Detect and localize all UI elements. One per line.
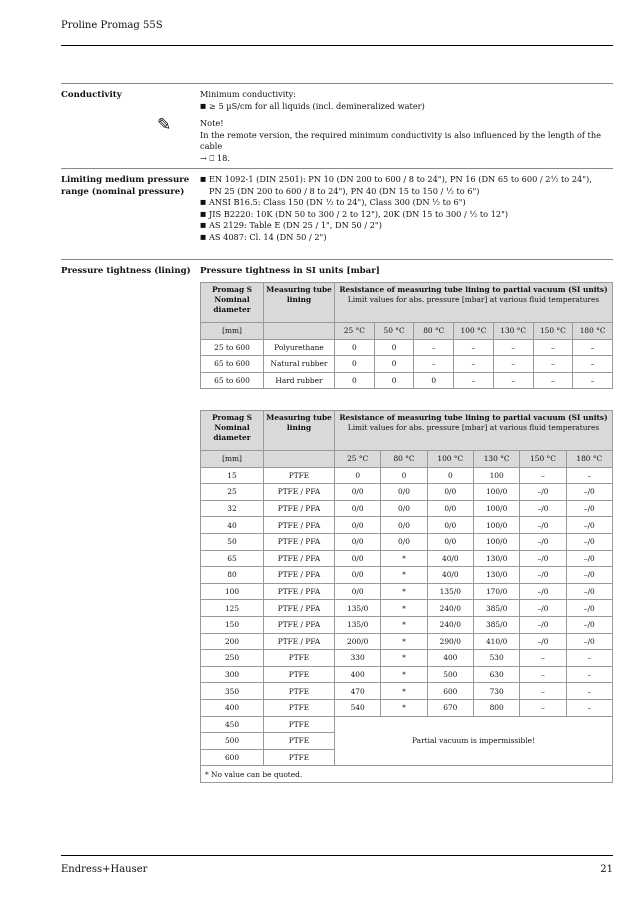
- table-cell: 130/0: [473, 550, 519, 567]
- table-cell: 150: [201, 616, 264, 633]
- table-cell: 0/0: [427, 533, 473, 550]
- table-cell: 40/0: [427, 550, 473, 567]
- page-number: 21: [600, 864, 613, 875]
- table-row: [201, 567, 613, 584]
- table-cell: 40: [201, 517, 264, 534]
- table-cell: 670: [427, 699, 473, 716]
- table-cell: –/0: [520, 583, 566, 600]
- pressure-item: ■ EN 1092-1 (DIN 2501): PN 10 (DN 200 to 600 / 8 to 24"), PN 16 (DN 65 to 600 / 2½ to 24"),: [200, 174, 613, 186]
- pressure-item-cont: PN 25 (DN 200 to 600 / 8 to 24"), PN 40 (DN 15 to 150 / ½ to 6"): [209, 185, 480, 196]
- table-cell: –: [533, 339, 573, 356]
- head-resistance: [335, 283, 613, 323]
- head-lining: Measuring tube lining: [264, 411, 335, 451]
- table-cell: 135/0: [427, 583, 473, 600]
- table-cell: 0: [374, 339, 414, 356]
- table-cell: 630: [473, 666, 519, 683]
- table-cell: –/0: [566, 633, 612, 650]
- table-cell: –: [454, 372, 494, 389]
- table-cell: –: [573, 356, 613, 373]
- table-cell: –: [414, 356, 454, 373]
- table-cell: –/0: [566, 616, 612, 633]
- table-cell: 290/0: [427, 633, 473, 650]
- section-rule: [61, 83, 613, 84]
- table-row: [201, 484, 613, 501]
- table-cell: –/0: [566, 583, 612, 600]
- table-cell: –/0: [520, 500, 566, 517]
- pressure-table-2: [200, 410, 613, 783]
- table-cell: 135/0: [335, 616, 381, 633]
- table-row: [201, 600, 613, 617]
- table-cell: 400: [427, 650, 473, 667]
- table-cell: 100/0: [473, 517, 519, 534]
- head-temp: 25 °C: [335, 323, 375, 340]
- pressure-label-line: Limiting medium pressure: [61, 175, 190, 185]
- head-temp: 100 °C: [454, 323, 494, 340]
- table-cell: 410/0: [473, 633, 519, 650]
- table-cell: –/0: [566, 533, 612, 550]
- head-resistance-sub: Limit values for abs. pressure [mbar] at various fluid temperatures: [347, 423, 600, 432]
- table-cell: –: [573, 372, 613, 389]
- table-cell: –/0: [520, 616, 566, 633]
- conductivity-line: Minimum conductivity:: [200, 89, 297, 99]
- table-cell: PTFE / PFA: [264, 517, 335, 534]
- table-cell: 100: [473, 467, 519, 484]
- table-cell: PTFE: [264, 683, 335, 700]
- table-cell: Hard rubber: [264, 372, 335, 389]
- table-cell: –/0: [520, 533, 566, 550]
- conductivity-label: Conductivity: [61, 90, 122, 100]
- table-cell: –: [566, 467, 612, 484]
- head-temp: 130 °C: [493, 323, 533, 340]
- table-cell: 65: [201, 550, 264, 567]
- head-temp: 80 °C: [414, 323, 454, 340]
- head-diameter: Promag S Nominal diameter: [201, 283, 264, 323]
- conductivity-bullet: ■ ≥ 5 µS/cm for all liquids (incl. demineralized water): [200, 101, 613, 113]
- head-temp: 150 °C: [520, 451, 566, 468]
- page-header-title: Proline Promag 55S: [61, 20, 163, 31]
- table-row: [201, 533, 613, 550]
- table-cell: *: [381, 666, 427, 683]
- table-cell: *: [381, 616, 427, 633]
- table-cell: 0: [335, 356, 375, 373]
- table-cell: 0: [414, 372, 454, 389]
- table-cell: –/0: [520, 567, 566, 584]
- table-cell: 15: [201, 467, 264, 484]
- table-cell: 300: [201, 666, 264, 683]
- table-cell: 600: [427, 683, 473, 700]
- table-cell: 130/0: [473, 567, 519, 584]
- table-cell: 100/0: [473, 500, 519, 517]
- footer-company: Endress+Hauser: [61, 864, 148, 875]
- table-cell: 200: [201, 633, 264, 650]
- table-cell: PTFE / PFA: [264, 616, 335, 633]
- pressure-table-1: [200, 282, 613, 389]
- table-cell: 0/0: [335, 533, 381, 550]
- table-cell: –: [566, 666, 612, 683]
- table-cell: –/0: [566, 484, 612, 501]
- table-cell: –/0: [566, 600, 612, 617]
- table-cell: 500: [201, 733, 264, 750]
- table-cell: 25: [201, 484, 264, 501]
- table-cell: 200/0: [335, 633, 381, 650]
- table-cell: 100/0: [473, 484, 519, 501]
- head-unit: [mm]: [201, 451, 264, 468]
- table-cell: 25 to 600: [201, 339, 264, 356]
- table-cell: 32: [201, 500, 264, 517]
- table-row: [201, 633, 613, 650]
- table-cell: PTFE: [264, 650, 335, 667]
- table-row: [201, 517, 613, 534]
- table-cell: –: [566, 699, 612, 716]
- head-temp: 80 °C: [381, 451, 427, 468]
- table-cell: 350: [201, 683, 264, 700]
- table-cell: PTFE / PFA: [264, 583, 335, 600]
- table-row: [201, 766, 613, 783]
- table-cell: 385/0: [473, 600, 519, 617]
- table-cell: 0/0: [335, 567, 381, 584]
- table-row: [201, 683, 613, 700]
- table-cell: PTFE / PFA: [264, 600, 335, 617]
- head-resistance-sub: Limit values for abs. pressure [mbar] at various fluid temperatures: [347, 295, 600, 304]
- table-cell: 0/0: [335, 550, 381, 567]
- table-cell: 0/0: [381, 517, 427, 534]
- table-cell: PTFE / PFA: [264, 633, 335, 650]
- table-cell: PTFE: [264, 733, 335, 750]
- tightness-label: Pressure tightness (lining): [61, 266, 191, 276]
- table-row: [201, 339, 613, 356]
- table-cell: PTFE / PFA: [264, 533, 335, 550]
- table-cell: –: [566, 683, 612, 700]
- table-cell: –: [454, 356, 494, 373]
- footer-rule: [61, 855, 613, 856]
- table-cell: 0: [374, 356, 414, 373]
- pressure-item: ■ AS 2129: Table E (DN 25 / 1", DN 50 / 2"): [200, 220, 613, 232]
- table-cell: 0: [427, 467, 473, 484]
- table-cell: –/0: [566, 550, 612, 567]
- table-cell: 400: [335, 666, 381, 683]
- table-cell: Natural rubber: [264, 356, 335, 373]
- head-resistance: [335, 411, 613, 451]
- table-cell: 530: [473, 650, 519, 667]
- table-cell: –: [493, 339, 533, 356]
- head-empty: [264, 323, 335, 340]
- table-cell: 0: [374, 372, 414, 389]
- pressure-label: [61, 174, 196, 198]
- table-cell: PTFE: [264, 749, 335, 766]
- table-cell: *: [381, 633, 427, 650]
- table-cell: –: [520, 467, 566, 484]
- table-cell: –/0: [566, 500, 612, 517]
- table-cell: 65 to 600: [201, 372, 264, 389]
- vacuum-note-cell: Partial vacuum is impermissible!: [335, 716, 613, 766]
- head-lining: Measuring tube lining: [264, 283, 335, 323]
- table-cell: –: [493, 356, 533, 373]
- table-cell: –: [573, 339, 613, 356]
- table-cell: 0/0: [335, 517, 381, 534]
- table-row: [201, 356, 613, 373]
- table-cell: 135/0: [335, 600, 381, 617]
- tightness-title: Pressure tightness in SI units [mbar]: [200, 266, 380, 276]
- table-cell: Polyurethane: [264, 339, 335, 356]
- head-resistance-title: Resistance of measuring tube lining to partial vacuum (SI units): [339, 413, 608, 422]
- table-cell: 0/0: [335, 500, 381, 517]
- table-cell: 540: [335, 699, 381, 716]
- head-resistance-title: Resistance of measuring tube lining to partial vacuum (SI units): [339, 285, 608, 294]
- pressure-item: ■ AS 4087: Cl. 14 (DN 50 / 2"): [200, 232, 613, 244]
- table-row: [201, 467, 613, 484]
- table-cell: PTFE / PFA: [264, 484, 335, 501]
- section-rule: [61, 259, 613, 260]
- table-row: [201, 500, 613, 517]
- table-cell: –: [520, 666, 566, 683]
- head-temp: 180 °C: [573, 323, 613, 340]
- table-cell: 240/0: [427, 600, 473, 617]
- table-cell: 0/0: [381, 533, 427, 550]
- head-unit: [mm]: [201, 323, 264, 340]
- table-cell: 0: [335, 467, 381, 484]
- pressure-label-line: range (nominal pressure): [61, 187, 185, 197]
- table-cell: 400: [201, 699, 264, 716]
- table-cell: PTFE: [264, 666, 335, 683]
- table-row: [201, 550, 613, 567]
- table-cell: 250: [201, 650, 264, 667]
- conductivity-content: [200, 89, 613, 164]
- table-cell: *: [381, 699, 427, 716]
- head-temp: 180 °C: [566, 451, 612, 468]
- table-cell: 0/0: [381, 500, 427, 517]
- table-cell: 100/0: [473, 533, 519, 550]
- table-cell: –: [520, 699, 566, 716]
- head-diameter: Promag S Nominal diameter: [201, 411, 264, 451]
- table-cell: 0/0: [381, 484, 427, 501]
- table-cell: *: [381, 600, 427, 617]
- table-cell: 0/0: [427, 517, 473, 534]
- table-cell: –/0: [520, 633, 566, 650]
- pressure-item: ■ JIS B2220: 10K (DN 50 to 300 / 2 to 12"), 20K (DN 15 to 300 / ½ to 12"): [200, 209, 613, 221]
- table-cell: –/0: [520, 550, 566, 567]
- table-cell: 80: [201, 567, 264, 584]
- pencil-note-icon: ✎: [157, 115, 172, 135]
- table-cell: *: [381, 650, 427, 667]
- table-cell: PTFE / PFA: [264, 550, 335, 567]
- note-text: In the remote version, the required minimum conductivity is also influenced by the length of the cable: [200, 129, 601, 151]
- table-cell: –: [533, 372, 573, 389]
- table-cell: 240/0: [427, 616, 473, 633]
- table-cell: –/0: [520, 600, 566, 617]
- table-cell: PTFE / PFA: [264, 500, 335, 517]
- table-cell: 0: [335, 372, 375, 389]
- table-cell: –/0: [520, 517, 566, 534]
- table-cell: 40/0: [427, 567, 473, 584]
- table-cell: 65 to 600: [201, 356, 264, 373]
- table-cell: –: [533, 356, 573, 373]
- table-cell: PTFE: [264, 716, 335, 733]
- table-cell: –: [493, 372, 533, 389]
- table-cell: 170/0: [473, 583, 519, 600]
- table-footnote: * No value can be quoted.: [201, 766, 613, 783]
- table-cell: –/0: [520, 484, 566, 501]
- table-cell: –: [566, 650, 612, 667]
- table-cell: 50: [201, 533, 264, 550]
- table-cell: *: [381, 583, 427, 600]
- section-rule: [61, 168, 613, 169]
- head-temp: 25 °C: [335, 451, 381, 468]
- table-cell: –: [520, 650, 566, 667]
- table-cell: 125: [201, 600, 264, 617]
- note-ref: → ⎕ 18.: [200, 152, 230, 163]
- table-cell: *: [381, 567, 427, 584]
- table-cell: 0/0: [427, 484, 473, 501]
- table-cell: 0/0: [335, 583, 381, 600]
- table-cell: 0: [335, 339, 375, 356]
- table-cell: –: [414, 339, 454, 356]
- table-row: [201, 616, 613, 633]
- head-temp: 50 °C: [374, 323, 414, 340]
- table-row: [201, 583, 613, 600]
- table-cell: 0: [381, 467, 427, 484]
- table-cell: *: [381, 683, 427, 700]
- table-row: [201, 716, 613, 733]
- head-temp: 150 °C: [533, 323, 573, 340]
- pressure-content: [200, 174, 613, 243]
- table-cell: PTFE: [264, 467, 335, 484]
- table-row: [201, 699, 613, 716]
- table-cell: 385/0: [473, 616, 519, 633]
- table-cell: *: [381, 550, 427, 567]
- table-row: [201, 372, 613, 389]
- table-cell: 600: [201, 749, 264, 766]
- table-cell: 0/0: [427, 500, 473, 517]
- table-cell: PTFE / PFA: [264, 567, 335, 584]
- table-cell: –: [520, 683, 566, 700]
- head-temp: 130 °C: [473, 451, 519, 468]
- note-title: Note!: [200, 118, 224, 128]
- table-cell: –: [454, 339, 494, 356]
- table-cell: 0/0: [335, 484, 381, 501]
- head-empty: [264, 451, 335, 468]
- table-cell: 500: [427, 666, 473, 683]
- table-cell: 470: [335, 683, 381, 700]
- table-cell: 330: [335, 650, 381, 667]
- head-temp: 100 °C: [427, 451, 473, 468]
- table-cell: 450: [201, 716, 264, 733]
- table-row: [201, 666, 613, 683]
- table-cell: 730: [473, 683, 519, 700]
- table-cell: 100: [201, 583, 264, 600]
- header-rule: [61, 45, 613, 46]
- table-cell: –/0: [566, 567, 612, 584]
- table-cell: PTFE: [264, 699, 335, 716]
- pressure-item: ■ ANSI B16.5: Class 150 (DN ½ to 24"), Class 300 (DN ½ to 6"): [200, 197, 613, 209]
- table-row: [201, 650, 613, 667]
- table-cell: 800: [473, 699, 519, 716]
- table-cell: –/0: [566, 517, 612, 534]
